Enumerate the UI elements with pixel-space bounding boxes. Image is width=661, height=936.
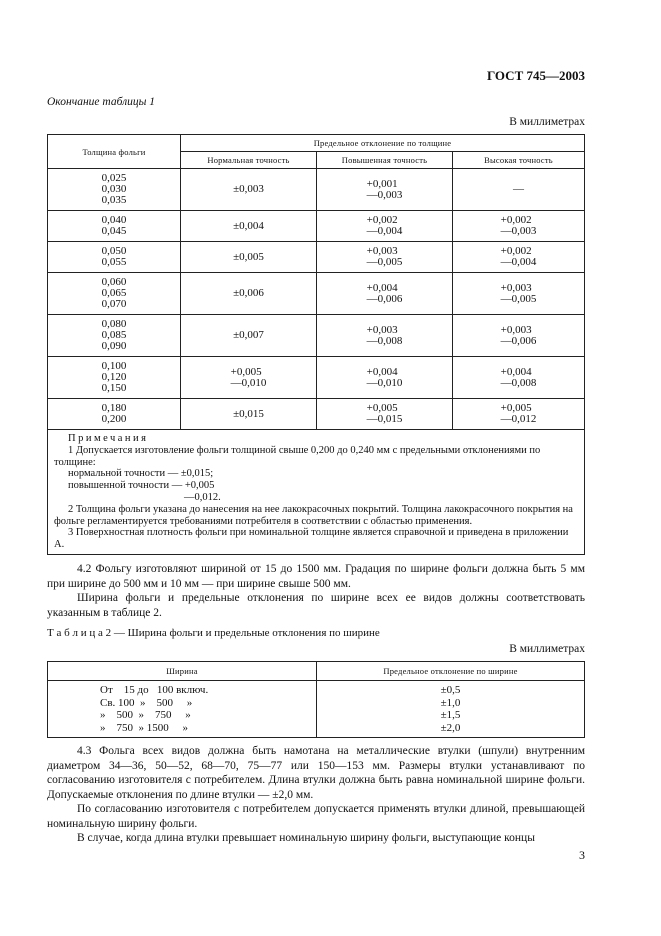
width-range: » 750 » 1500 » xyxy=(100,721,188,734)
table-row xyxy=(48,211,585,242)
thickness-cell-value: 0,150 xyxy=(101,382,127,394)
increased-cell xyxy=(317,273,453,315)
notes-title: Примечания xyxy=(68,433,149,444)
thickness-cell-value: 0,200 xyxy=(101,413,127,425)
high-cell xyxy=(453,273,585,315)
para-4-3-1: 4.3 Фольга всех видов должна быть намотана на металлические втулки (шпули) внутренним диаметром 34—36, 50—52, 68—70, 75—77 или 150—153 мм. Размеры втулки устанавливают по согласованию изготовителя с потребителем. Длина втулки должна быть равна номинальной ширине фольги. Допускаемые отклонения по длине втулки — ±2,0 мм. xyxy=(47,745,585,801)
normal-cell xyxy=(181,169,317,211)
note-2: 2 Толщина фольги указана до нанесения на нее лакокрасочных покрытий. Толщина лакокрасочного покрытия на фольге регламентируется требованиями потребителя в соответствии с областью применения. xyxy=(54,503,573,527)
table-notes xyxy=(48,430,585,555)
thickness-cell xyxy=(48,169,181,211)
width-ranges xyxy=(48,681,317,738)
col-high-header: Высокая точность xyxy=(453,152,585,169)
table-2 xyxy=(47,661,585,738)
thickness-cell-value: 0,065 xyxy=(101,287,127,299)
width-range: » 500 » 750 » xyxy=(100,709,191,721)
high-cell-value: —0,004 xyxy=(500,256,537,268)
increased-cell-value: —0,003 xyxy=(366,188,403,201)
table-continuation-title: Окончание таблицы 1 xyxy=(47,96,155,108)
thickness-cell-value: 0,055 xyxy=(101,256,127,268)
high-cell xyxy=(453,315,585,357)
thickness-cell-value: 0,035 xyxy=(101,194,127,206)
high-cell-value: —0,012 xyxy=(500,413,537,425)
increased-cell-value: +0,004 xyxy=(366,365,398,378)
thickness-cell xyxy=(48,399,181,430)
normal-cell-value: ±0,007 xyxy=(233,329,264,341)
col-increased-header: Повышенная точность xyxy=(317,152,453,169)
normal-cell-value: ±0,004 xyxy=(233,219,264,232)
width-deviation: ±2,0 xyxy=(440,721,461,734)
width-range: Св. 100 » 500 » xyxy=(100,696,193,709)
high-cell-value: +0,005 xyxy=(500,402,532,414)
normal-cell-value: —0,010 xyxy=(230,376,267,389)
high-cell-value: +0,004 xyxy=(500,365,532,378)
thickness-cell-value: 0,060 xyxy=(101,276,127,288)
high-cell xyxy=(453,211,585,242)
thickness-cell-value: 0,100 xyxy=(101,360,127,372)
normal-cell xyxy=(181,399,317,430)
section-4-2 xyxy=(47,562,585,620)
increased-cell-value: —0,015 xyxy=(366,413,403,425)
note-1-increased: повышенной точности — +0,005 xyxy=(68,480,215,492)
increased-cell-value: —0,004 xyxy=(366,225,403,237)
table-row xyxy=(48,169,585,211)
table-row xyxy=(48,357,585,399)
para-4-2-2: Ширина фольги и предельные отклонения по ширине всех ее видов должны соответствовать указанным в таблице 2. xyxy=(47,592,585,619)
high-cell xyxy=(453,399,585,430)
high-cell-value: —0,003 xyxy=(500,225,537,237)
note-1-increased-2: —0,012. xyxy=(184,491,221,503)
high-cell-value: +0,003 xyxy=(500,281,532,294)
normal-cell xyxy=(181,211,317,242)
high-cell xyxy=(453,357,585,399)
increased-cell xyxy=(317,315,453,357)
increased-cell-value: —0,006 xyxy=(366,292,403,305)
table-2-caption: Т а б л и ц а 2 — Ширина фольги и предельные отклонения по ширине xyxy=(47,627,380,639)
note-1-normal: нормальной точности — ±0,015; xyxy=(68,468,214,480)
width-deviation: ±1,0 xyxy=(440,696,461,709)
col-dev-header: Предельное отклонение по ширине xyxy=(317,662,585,681)
width-deviations xyxy=(317,681,585,738)
normal-cell-value: ±0,003 xyxy=(233,183,264,195)
note-1: 1 Допускается изготовление фольги толщиной свыше 0,200 до 0,240 мм с предельными отклонениями по толщине: xyxy=(54,444,541,468)
table-row xyxy=(48,273,585,315)
high-cell-value: —0,008 xyxy=(500,376,537,389)
normal-cell xyxy=(181,357,317,399)
thickness-cell-value: 0,050 xyxy=(101,245,127,257)
high-cell-value: —0,005 xyxy=(500,292,537,305)
thickness-cell-value: 0,120 xyxy=(101,371,127,383)
table-row xyxy=(48,242,585,273)
normal-cell-value: +0,005 xyxy=(230,365,262,378)
table-row xyxy=(48,399,585,430)
thickness-cell-value: 0,070 xyxy=(101,298,127,310)
standard-number: ГОСТ 745—2003 xyxy=(486,68,585,83)
page-number: 3 xyxy=(579,848,585,862)
thickness-cell xyxy=(48,357,181,399)
thickness-cell-value: 0,040 xyxy=(101,214,127,226)
normal-cell-value: ±0,015 xyxy=(233,407,264,420)
high-cell-value: —0,006 xyxy=(500,334,537,347)
col-width-header: Ширина xyxy=(48,662,317,681)
thickness-cell-value: 0,025 xyxy=(101,172,127,184)
note-3: 3 Поверхностная плотность фольги при номинальной толщине является справочной и приведена в приложении А. xyxy=(54,527,569,551)
table-1 xyxy=(47,134,585,555)
units-label: В миллиметрах xyxy=(509,116,585,128)
width-range: От 15 до 100 включ. xyxy=(100,684,209,696)
increased-cell-value: +0,003 xyxy=(366,245,398,257)
section-4-3 xyxy=(47,744,585,846)
normal-cell-value: ±0,005 xyxy=(233,250,264,263)
para-4-3-2: По согласованию изготовителя с потребителем допускается применять втулки длиной, превышающей номинальную ширину фольги. xyxy=(47,803,585,830)
thickness-cell xyxy=(48,315,181,357)
thickness-cell-value: 0,045 xyxy=(101,225,127,237)
thickness-cell-value: 0,080 xyxy=(101,318,127,330)
increased-cell xyxy=(317,399,453,430)
increased-cell xyxy=(317,211,453,242)
thickness-cell-value: 0,030 xyxy=(101,183,127,195)
high-cell-value: +0,002 xyxy=(500,245,532,257)
increased-cell-value: +0,003 xyxy=(366,323,398,336)
increased-cell-value: —0,005 xyxy=(366,256,403,268)
normal-cell xyxy=(181,242,317,273)
thickness-cell xyxy=(48,273,181,315)
width-deviation: ±0,5 xyxy=(440,684,461,696)
increased-cell-value: +0,001 xyxy=(366,177,398,190)
thickness-cell xyxy=(48,211,181,242)
increased-cell-value: +0,002 xyxy=(366,214,398,226)
thickness-cell-value: 0,090 xyxy=(101,340,127,352)
thickness-cell-value: 0,085 xyxy=(101,329,127,341)
para-4-2-1: 4.2 Фольгу изготовляют шириной от 15 до 1500 мм. Градация по ширине фольги должна быть 5 мм при ширине до 500 мм и 10 мм — при ширине свыше 500 мм. xyxy=(47,563,585,590)
para-4-3-3: В случае, когда длина втулки превышает номинальную ширину фольги, выступающие концы xyxy=(77,832,535,844)
high-cell xyxy=(453,242,585,273)
high-cell-value: +0,003 xyxy=(500,323,532,336)
units-label-2: В миллиметрах xyxy=(509,643,585,655)
increased-cell xyxy=(317,242,453,273)
normal-cell xyxy=(181,315,317,357)
increased-cell xyxy=(317,169,453,211)
increased-cell-value: —0,008 xyxy=(366,334,403,347)
table-row xyxy=(48,315,585,357)
col-thickness-header: Толщина фольги xyxy=(48,135,181,169)
normal-cell xyxy=(181,273,317,315)
col-group-header: Предельное отклонение по толщине xyxy=(181,135,585,152)
increased-cell-value: —0,010 xyxy=(366,376,403,389)
thickness-cell xyxy=(48,242,181,273)
increased-cell-value: +0,004 xyxy=(366,281,398,294)
col-normal-header: Нормальная точность xyxy=(181,152,317,169)
high-cell xyxy=(453,169,585,211)
high-cell-value: — xyxy=(513,183,524,195)
increased-cell xyxy=(317,357,453,399)
width-deviation: ±1,5 xyxy=(440,709,461,721)
high-cell-value: +0,002 xyxy=(500,214,532,226)
normal-cell-value: ±0,006 xyxy=(233,287,264,299)
thickness-cell-value: 0,180 xyxy=(101,402,127,414)
increased-cell-value: +0,005 xyxy=(366,402,398,414)
